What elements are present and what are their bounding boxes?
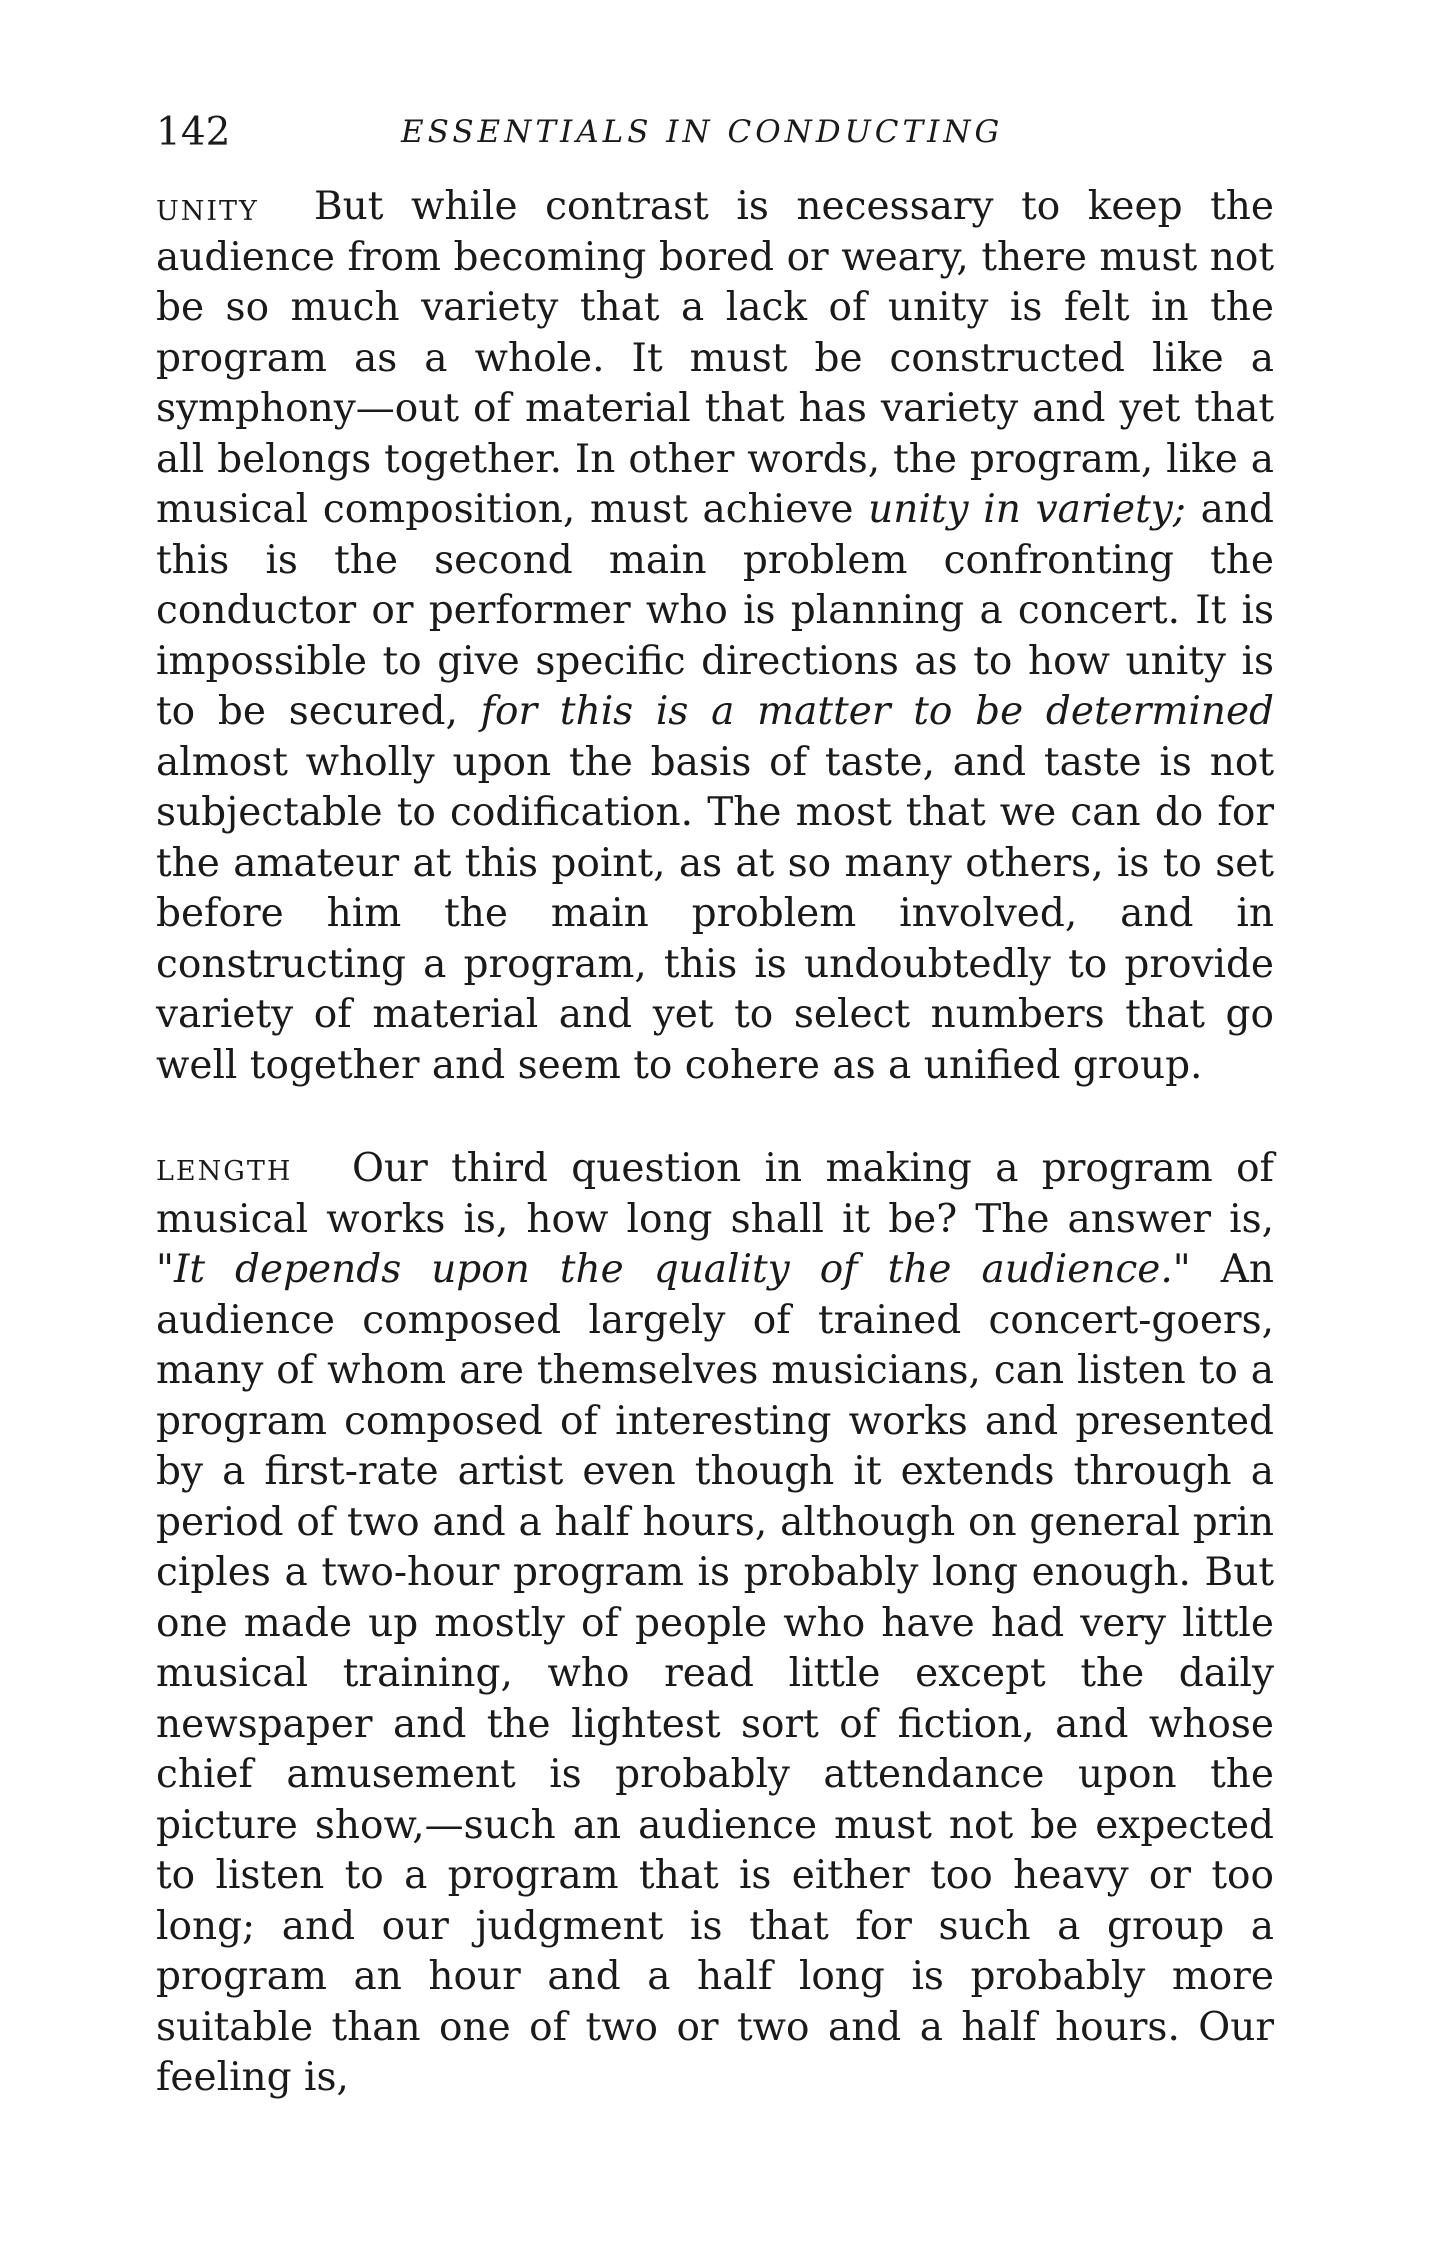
length-italic-phrase: It depends upon the quality of the audience. [173,1247,1173,1292]
unity-margin-label: UNITY [156,196,259,227]
unity-paragraph [156,182,1274,1091]
unity-italic-phrase-2: for this is a matter to be determined [480,689,1274,734]
length-margin-label: LENGTH [156,1156,293,1187]
length-text-2: " An audience composed largely of trained concert-goers, many of whom are themselves musicians, can listen to a program composed of interesting works and presented by a first-rate artist even though it extends through a period of two and a half hours, although on general prin ciples a two-hour program is probably long enough. But one made up mostly of people who have had very little musical training, who read little except the daily newspaper and the lightest sort of fiction, and whose chief amusement is probably attendance upon the picture show,—such an audience must not be expected to listen to a program that is either too heavy or too long; and our judgment is that for such a group a program an hour and a half long is probably more suitable than one of two or two and a half hours. Our feeling is, [156,1247,1274,2100]
length-text-1: Our third question in making a program of musical works is, how long shall it be? The answer is, " [156,1146,1274,1292]
length-paragraph [156,1144,1274,2104]
length-section [156,1144,1274,2104]
unity-section [156,182,1274,1091]
unity-text-1: But while contrast is necessary to keep the audience from becoming bored or weary, there must not be so much variety that a lack of unity is felt in the program as a whole. It must be constructed like a symphony—out of material that has variety and yet that all belongs together. In other words, the program, like a musical composition, must achieve [156,184,1274,532]
running-title: ESSENTIALS IN CONDUCTING [401,114,1004,150]
unity-italic-phrase: unity in variety; [868,487,1186,532]
unity-text-2: and this is the second main problem confronting the conductor or performer who is planning a concert. It is impossible to give specific directions as to how unity is to be secured, [156,487,1275,734]
unity-text-3: almost wholly upon the basis of taste, and taste is not subjectable to codification. The most that we can do for the amateur at this point, as at so many others, is to set before him the main problem involved, and in constructing a program, this is undoubtedly to provide variety of material and yet to select numbers that go well together and seem to cohere as a unified group. [156,739,1274,1088]
page-header [156,110,1286,160]
page-number: 142 [156,110,231,155]
